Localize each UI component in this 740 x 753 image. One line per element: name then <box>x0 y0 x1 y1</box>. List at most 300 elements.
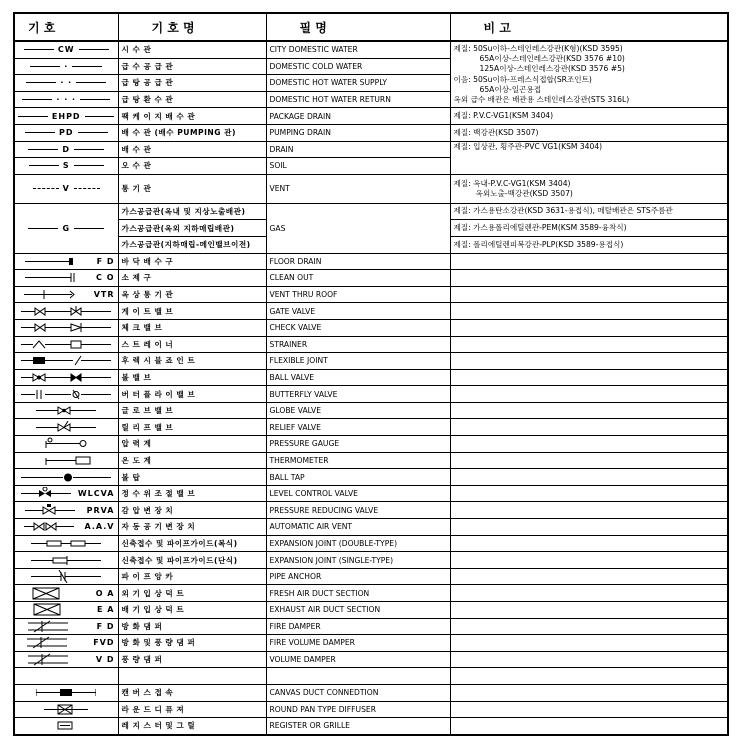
table-row <box>14 585 728 602</box>
name-cell <box>118 469 266 486</box>
english-cell <box>266 419 450 436</box>
remark-cell <box>450 485 728 502</box>
name-cell <box>118 270 266 287</box>
remark-cell <box>450 668 728 685</box>
remark-cell <box>450 535 728 552</box>
symbol-cell <box>14 91 118 108</box>
remark-text: 65A이상-일곤용접 <box>479 84 542 94</box>
symbol-code: WLCVA <box>77 489 115 499</box>
name-text: 급 탕 환 수 관 <box>121 95 174 105</box>
symbol-cell <box>14 58 118 75</box>
name-text: 캔 버 스 접 속 <box>121 688 174 698</box>
symbol-code: EHPD <box>51 111 81 121</box>
name-text: 후 렉 시 블 죠 인 트 <box>121 356 196 366</box>
remark-cell <box>450 502 728 519</box>
name-cell <box>118 419 266 436</box>
table-row <box>14 502 728 519</box>
remark-cell <box>450 452 728 469</box>
name-text: 통 기 관 <box>121 184 152 194</box>
english-text: FRESH AIR DUCT SECTION <box>269 588 370 598</box>
table-row <box>14 353 728 370</box>
remark-cell <box>450 124 728 141</box>
symbol-cell <box>14 124 118 141</box>
remark-text: 제질: 입상관, 횡주관-PVC VG1(KSM 3404) <box>453 141 603 151</box>
name-cell <box>118 336 266 353</box>
symbol-cell <box>14 75 118 92</box>
name-cell <box>118 369 266 386</box>
symbol-cell <box>14 353 118 370</box>
name-text: 가스공급관(옥외 지하매립배관) <box>121 223 235 233</box>
english-cell <box>266 303 450 320</box>
table-row <box>14 485 728 502</box>
table-row <box>14 402 728 419</box>
table-row <box>14 568 728 585</box>
remark-cell <box>450 203 728 220</box>
name-text: 소 제 구 <box>121 273 152 283</box>
english-cell <box>266 684 450 701</box>
english-text: CLEAN OUT <box>269 273 314 283</box>
remark-cell <box>450 220 728 237</box>
english-cell <box>266 602 450 619</box>
english-text: DRAIN <box>269 144 294 154</box>
symbol-cell <box>14 485 118 502</box>
name-cell <box>118 108 266 125</box>
symbol-code: · · <box>60 78 73 88</box>
table-row <box>14 519 728 536</box>
name-cell <box>118 718 266 735</box>
english-cell <box>266 585 450 602</box>
remark-text: 제질: 가스용폴리에틸렌관-PEM(KSM 3589-융착식) <box>453 223 627 233</box>
remark-cell <box>450 108 728 125</box>
symbol-cell <box>14 386 118 403</box>
english-text: GATE VALVE <box>269 306 316 316</box>
name-cell <box>118 519 266 536</box>
remark-cell <box>450 585 728 602</box>
symbol-cell <box>14 469 118 486</box>
english-cell <box>266 618 450 635</box>
name-text: 가스공급관(지하매립-메인밸브이전) <box>121 240 251 250</box>
name-cell <box>118 436 266 453</box>
remark-text: 제질: 옥내-P.V.C-VG1(KSM 3404) <box>453 178 571 188</box>
symbol-code: G <box>62 223 71 233</box>
table-row <box>14 253 728 270</box>
remark-cell <box>450 386 728 403</box>
table-row <box>14 701 728 718</box>
english-cell <box>266 718 450 735</box>
name-text: 정 수 위 조 절 밸 브 <box>121 489 196 499</box>
remark-cell <box>450 718 728 735</box>
table-row <box>14 552 728 569</box>
table-row <box>14 684 728 701</box>
english-cell <box>266 353 450 370</box>
english-cell <box>266 635 450 652</box>
english-cell <box>266 75 450 92</box>
english-text: CHECK VALVE <box>269 323 322 333</box>
remark-text: 125A이상-스테인레스강관(KSD 3576 #5) <box>479 64 625 74</box>
symbol-cell <box>14 585 118 602</box>
name-cell <box>118 286 266 303</box>
name-cell <box>118 319 266 336</box>
english-text: DOMESTIC HOT WATER RETURN <box>269 95 391 105</box>
symbol-cell <box>14 158 118 175</box>
english-text: GAS <box>269 223 286 233</box>
symbol-cell <box>14 684 118 701</box>
name-text: 라 운 드 디 퓨 져 <box>121 704 185 714</box>
name-text: 신축접수 및 파이프가이드(단식) <box>121 555 238 565</box>
english-cell <box>266 452 450 469</box>
name-cell <box>118 452 266 469</box>
remark-text: 옥외 급수 배관은 배관용 스테인레스강관(STS 316L) <box>453 95 630 105</box>
remark-text: 제질: 폴리에틸렌피복강관-PLP(KSD 3589-용접식) <box>453 239 624 249</box>
name-text: 신축접수 및 파이프가이드(복식) <box>121 538 238 548</box>
symbol-cell <box>14 502 118 519</box>
name-cell <box>118 402 266 419</box>
name-cell <box>118 668 266 685</box>
name-text: 방 화 댐 퍼 <box>121 621 163 631</box>
name-text: 급 탕 공 급 관 <box>121 78 174 88</box>
name-cell <box>118 485 266 502</box>
english-text: VENT THRU ROOF <box>269 290 338 300</box>
name-text: 릴 리 프 밸 브 <box>121 422 174 432</box>
remark-cell <box>450 552 728 569</box>
symbol-cell <box>14 402 118 419</box>
english-cell <box>266 535 450 552</box>
table-row <box>14 270 728 287</box>
symbol-code: C O <box>96 273 115 283</box>
symbol-cell <box>14 336 118 353</box>
remark-cell <box>450 174 728 203</box>
name-cell <box>118 535 266 552</box>
table-row <box>14 436 728 453</box>
table-row <box>14 535 728 552</box>
english-cell <box>266 519 450 536</box>
remark-cell <box>450 141 728 174</box>
english-cell <box>266 253 450 270</box>
english-cell <box>266 141 450 158</box>
remark-cell <box>450 353 728 370</box>
english-cell <box>266 91 450 108</box>
name-text: 파 이 프 앙 카 <box>121 572 174 582</box>
symbol-cell <box>14 319 118 336</box>
english-cell <box>266 651 450 668</box>
table-row <box>14 602 728 619</box>
name-cell <box>118 684 266 701</box>
name-cell <box>118 585 266 602</box>
remark-cell <box>450 236 728 253</box>
symbol-cell <box>14 701 118 718</box>
symbol-legend-table <box>13 12 729 736</box>
symbol-code: CW <box>57 45 75 55</box>
remark-cell <box>450 369 728 386</box>
english-cell <box>266 369 450 386</box>
remark-cell <box>450 519 728 536</box>
english-cell <box>266 701 450 718</box>
header-remark <box>450 13 728 41</box>
english-cell <box>266 502 450 519</box>
table-row <box>14 651 728 668</box>
symbol-cell <box>14 270 118 287</box>
name-text: 옥 상 통 기 관 <box>121 290 174 300</box>
symbol-cell <box>14 286 118 303</box>
remark-cell <box>450 684 728 701</box>
english-text: SOIL <box>269 161 287 171</box>
name-text: 외 기 입 상 덕 트 <box>121 588 185 598</box>
remark-cell <box>450 469 728 486</box>
remark-cell <box>450 303 728 320</box>
english-cell <box>266 485 450 502</box>
symbol-cell <box>14 718 118 735</box>
english-cell <box>266 41 450 58</box>
english-cell <box>266 108 450 125</box>
english-text: PUMPING DRAIN <box>269 128 331 138</box>
table-row <box>14 124 728 141</box>
symbol-code: A.A.V <box>84 522 115 532</box>
table-row <box>14 108 728 125</box>
symbol-code: O A <box>95 588 115 598</box>
name-cell <box>118 158 266 175</box>
table-row <box>14 41 728 58</box>
name-text: 배 수 관 <box>121 144 152 154</box>
english-text: EXPANSION JOINT (SINGLE-TYPE) <box>269 555 394 565</box>
table-row <box>14 319 728 336</box>
symbol-cell <box>14 552 118 569</box>
name-cell <box>118 174 266 203</box>
symbol-cell <box>14 602 118 619</box>
table-row <box>14 336 728 353</box>
header-row <box>14 13 728 41</box>
english-text: GLOBE VALVE <box>269 406 322 416</box>
header-remark-text: 비 고 <box>483 20 511 35</box>
name-text: 오 수 관 <box>121 161 152 171</box>
name-text: 온 도 계 <box>121 455 152 465</box>
symbol-cell <box>14 369 118 386</box>
english-text: ROUND PAN TYPE DIFFUSER <box>269 704 376 714</box>
english-cell <box>266 436 450 453</box>
table-row <box>14 203 728 220</box>
symbol-cell <box>14 303 118 320</box>
table-row <box>14 452 728 469</box>
name-cell <box>118 552 266 569</box>
english-cell <box>266 568 450 585</box>
english-cell <box>266 124 450 141</box>
name-text: 볼 탑 <box>121 472 141 482</box>
english-text: AUTOMATIC AIR VENT <box>269 522 353 532</box>
name-cell <box>118 75 266 92</box>
english-text: THERMOMETER <box>269 455 329 465</box>
english-text: FIRE VOLUME DAMPER <box>269 638 355 648</box>
remark-text: 옥외노출-백강관(KSD 3507) <box>475 188 573 198</box>
english-text: RELIEF VALVE <box>269 422 321 432</box>
name-text: 방 화 및 풍 량 댐 퍼 <box>121 638 196 648</box>
remark-cell <box>450 336 728 353</box>
english-cell <box>266 668 450 685</box>
name-text: 압 력 계 <box>121 439 152 449</box>
symbol-code: PRVA <box>86 505 115 515</box>
name-text: 팩 케 이 지 배 수 관 <box>121 111 196 121</box>
name-text: 급 수 공 급 관 <box>121 61 174 71</box>
remark-text: 65A이상-스테인레스강관(KSD 3576 #10) <box>479 54 625 64</box>
english-text: BUTTERFLY VALVE <box>269 389 338 399</box>
remark-cell <box>450 602 728 619</box>
remark-cell <box>450 651 728 668</box>
remark-cell <box>450 635 728 652</box>
name-text: 시 수 관 <box>121 45 152 55</box>
table-row <box>14 635 728 652</box>
name-text: 버 터 플 라 이 밸 브 <box>121 389 196 399</box>
remark-cell <box>450 436 728 453</box>
name-cell <box>118 602 266 619</box>
english-text: FLOOR DRAIN <box>269 256 322 266</box>
name-cell <box>118 502 266 519</box>
symbol-code: VTR <box>93 290 115 300</box>
symbol-cell <box>14 141 118 158</box>
symbol-cell <box>14 174 118 203</box>
english-text: PIPE ANCHOR <box>269 572 322 582</box>
english-text: BALL TAP <box>269 472 305 482</box>
english-text: FIRE DAMPER <box>269 621 321 631</box>
header-symbol-text: 기 호 <box>28 20 56 35</box>
name-text: 바 닥 배 수 구 <box>121 256 174 266</box>
remark-cell <box>450 270 728 287</box>
remark-cell <box>450 41 728 108</box>
header-english <box>266 13 450 41</box>
english-cell <box>266 203 450 253</box>
symbol-cell <box>14 419 118 436</box>
remark-cell <box>450 568 728 585</box>
english-text: VOLUME DAMPER <box>269 655 336 665</box>
table-row <box>14 469 728 486</box>
symbol-code: PD <box>58 128 74 138</box>
name-cell <box>118 386 266 403</box>
header-name <box>118 13 266 41</box>
name-text: 배 기 입 상 덕 트 <box>121 605 185 615</box>
name-text: 레 지 스 터 및 그 릴 <box>121 721 196 731</box>
name-text: 체 크 밸 브 <box>121 323 163 333</box>
english-cell <box>266 386 450 403</box>
name-text: 배 수 관 (배수 PUMPING 관) <box>121 128 236 138</box>
table-row <box>14 618 728 635</box>
name-cell <box>118 618 266 635</box>
symbol-code: · <box>64 61 69 71</box>
remark-cell <box>450 253 728 270</box>
symbol-cell <box>14 253 118 270</box>
table-row <box>14 286 728 303</box>
symbol-cell <box>14 535 118 552</box>
english-cell <box>266 319 450 336</box>
name-cell <box>118 701 266 718</box>
remark-text: 제질: 가스용탄소강관(KSD 3631-용접식), 메탈배관은 STS주름관 <box>453 206 673 216</box>
remark-text: 이음: 50Su이하-프레스식접합(SR조인트) <box>453 74 592 84</box>
symbol-cell <box>14 651 118 668</box>
english-cell <box>266 336 450 353</box>
symbol-code: V D <box>95 655 115 665</box>
english-cell <box>266 158 450 175</box>
table-row <box>14 141 728 158</box>
symbol-cell <box>14 618 118 635</box>
name-text: 게 이 트 밸 브 <box>121 306 174 316</box>
name-cell <box>118 58 266 75</box>
table-row <box>14 386 728 403</box>
english-cell <box>266 402 450 419</box>
remark-text: 제질: 백강관(KSD 3507) <box>453 127 539 137</box>
name-cell <box>118 236 266 253</box>
english-text: PACKAGE DRAIN <box>269 111 331 121</box>
symbol-code: D <box>62 144 71 154</box>
name-text: 볼 밸 브 <box>121 372 152 382</box>
name-text: 풍 량 댐 퍼 <box>121 655 163 665</box>
symbol-code: V <box>62 184 70 194</box>
name-cell <box>118 141 266 158</box>
table-row <box>14 174 728 203</box>
name-cell <box>118 568 266 585</box>
english-text: CITY DOMESTIC WATER <box>269 45 358 55</box>
name-text: 가스공급관(옥내 및 지상노출배관) <box>121 207 246 217</box>
table-row <box>14 303 728 320</box>
header-name-text: 기 호 명 <box>151 20 195 35</box>
english-text: CANVAS DUCT CONNEDTION <box>269 688 379 698</box>
english-text: DOMESTIC HOT WATER SUPPLY <box>269 78 388 88</box>
name-cell <box>118 651 266 668</box>
english-cell <box>266 286 450 303</box>
english-cell <box>266 174 450 203</box>
english-text: REGISTER OR GRILLE <box>269 721 350 731</box>
symbol-cell <box>14 568 118 585</box>
english-text: EXPANSION JOINT (DOUBLE-TYPE) <box>269 538 398 548</box>
english-text: DOMESTIC COLD WATER <box>269 61 363 71</box>
symbol-code: E A <box>97 605 115 615</box>
name-cell <box>118 353 266 370</box>
symbol-cell <box>14 519 118 536</box>
table-row <box>14 718 728 735</box>
name-cell <box>118 41 266 58</box>
remark-cell <box>450 618 728 635</box>
name-cell <box>118 253 266 270</box>
symbol-cell <box>14 668 118 685</box>
remark-text: 제질: 50Su이하-스테인레스강관(K형)(KSD 3595) <box>453 43 623 53</box>
remark-cell <box>450 419 728 436</box>
name-text: 스 트 레 이 너 <box>121 339 174 349</box>
table-row <box>14 419 728 436</box>
symbol-cell <box>14 452 118 469</box>
english-text: LEVEL CONTROL VALVE <box>269 489 358 499</box>
symbol-cell <box>14 635 118 652</box>
symbol-code: F D <box>96 621 115 631</box>
english-text: PRESSURE REDUCING VALVE <box>269 505 379 515</box>
header-english-text: 필 명 <box>299 20 327 35</box>
remark-cell <box>450 286 728 303</box>
name-cell <box>118 124 266 141</box>
english-text: VENT <box>269 184 290 194</box>
header-symbol <box>14 13 118 41</box>
symbol-cell <box>14 203 118 253</box>
name-cell <box>118 91 266 108</box>
english-text: STRAINER <box>269 339 308 349</box>
name-text: 감 압 변 장 치 <box>121 505 174 515</box>
symbol-cell <box>14 436 118 453</box>
name-cell <box>118 220 266 237</box>
english-text: EXHAUST AIR DUCT SECTION <box>269 605 381 615</box>
english-cell <box>266 270 450 287</box>
english-text: BALL VALVE <box>269 372 315 382</box>
table-row <box>14 668 728 685</box>
name-cell <box>118 203 266 220</box>
remark-cell <box>450 701 728 718</box>
symbol-code: F D <box>96 256 115 266</box>
symbol-cell <box>14 41 118 58</box>
english-text: PRESSURE GAUGE <box>269 439 340 449</box>
name-cell <box>118 635 266 652</box>
english-cell <box>266 58 450 75</box>
